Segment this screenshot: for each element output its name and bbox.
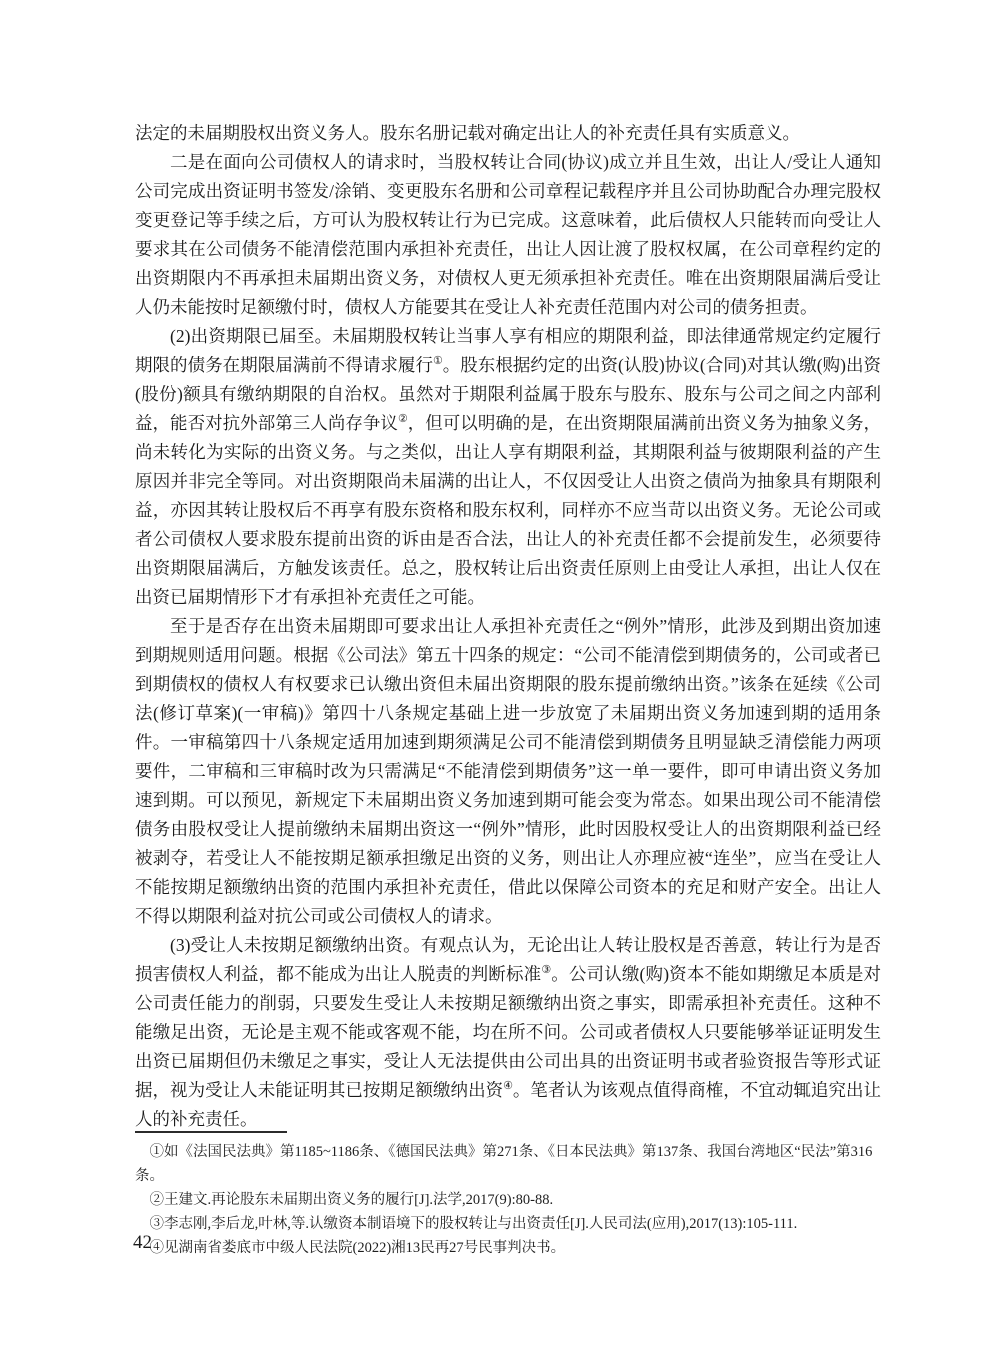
article-text	[135, 119, 881, 1134]
body-paragraph: 二是在面向公司债权人的请求时，当股权转让合同(协议)成立并且生效，出让人/受让人通知公司完成出资证明书签发/涂销、变更股东名册和公司章程记载程序并且公司协助配合办理完股权变更登记等手续之后，方可认为股权转让行为已完成。这意味着，此后债权人只能转而向受让人要求其在公司债务不能清偿范围内承担补充责任，出让人因让渡了股权权属，在公司章程约定的出资期限内不再承担未届期出资义务，对债权人更无须承担补充责任。唯在出资期限届满后受让人仍未能按时足额缴付时，债权人方能要其在受让人补充责任范围内对公司的债务担责。	[135, 152, 881, 317]
body-paragraph: 至于是否存在出资未届期即可要求出让人承担补充责任之“例外”情形，此涉及到期出资加速到期规则适用问题。根据《公司法》第五十四条的规定：“公司不能清偿到期债务的，公司或者已到期债权的债权人有权要求已认缴出资但未届出资期限的股东提前缴纳出资。”该条在延续《公司法(修订草案)(一审稿)》第四十八条规定基础上进一步放宽了未届期出资义务加速到期的适用条件。一审稿第四十八条规定适用加速到期须满足公司不能清偿到期债务且明显缺乏清偿能力两项要件，二审稿和三审稿时改为只需满足“不能清偿到期债务”这一单一要件，即可申请出资义务加速到期。可以预见，新规定下未届期出资义务加速到期可能会变为常态。如果出现公司不能清偿债务由股权受让人提前缴纳未届期出资这一“例外”情形，此时因股权受让人的出资期限利益已经被剥夺，若受让人不能按期足额承担缴足出资的义务，则出让人亦理应被“连坐”，应当在受让人不能按期足额缴纳出资的范围内承担补充责任，借此以保障公司资本的充足和财产安全。出让人不得以期限利益对抗公司或公司债权人的请求。	[135, 616, 881, 926]
footnote-ref: ②	[397, 413, 408, 426]
footnote-ref: ③	[541, 964, 552, 977]
footnote: ①如《法国民法典》第1185~1186条、《德国民法典》第271条、《日本民法典》第137条、我国台湾地区“民法”第316条。	[135, 1144, 873, 1184]
footnote-ref: ①	[432, 355, 443, 368]
page-number: 42	[133, 1232, 152, 1253]
footnote-divider	[135, 1131, 287, 1133]
footnote-section	[135, 1131, 881, 1260]
body-paragraph: (3)受让人未按期足额缴纳出资。有观点认为，无论出让人转让股权是否善意，转让行为是否损害债权人利益，都不能成为出让人脱责的判断标准③。公司认缴(购)资本不能如期缴足本质是对公司责任能力的削弱，只要发生受让人未按期足额缴纳出资之事实，即需承担补充责任。这种不能缴足出资，无论是主观不能或客观不能，均在所不问。公司或者债权人只要能够举证证明发生出资已届期但仍未缴足之事实，受让人无法提供由公司出具的出资证明书或者验资报告等形式证据，视为受让人未能证明其已按期足额缴纳出资④。笔者认为该观点值得商榷，不宜动辄追究出让人的补充责任。	[135, 935, 882, 1129]
body-paragraph: (2)出资期限已届至。未届期股权转让当事人享有相应的期限利益，即法律通常规定约定履行期限的债务在期限届满前不得请求履行①。股东根据约定的出资(认股)协议(合同)对其认缴(购)出资(股份)额具有缴纳期限的自治权。虽然对于期限利益属于股东与股东、股东与公司之间之内部利益，能否对抗外部第三人尚存争议②，但可以明确的是，在出资期限届满前出资义务为抽象义务，尚未转化为实际的出资义务。与之类似，出让人享有期限利益，其期限利益与彼期限利益的产生原因并非完全等同。对出资期限尚未届满的出让人，不仅因受让人出资之债尚为抽象具有期限利益，亦因其转让股权后不再享有股东资格和股东权利，同样亦不应当苛以出资义务。无论公司或者公司债权人要求股东提前出资的诉由是否合法，出让人的补充责任都不会提前发生，必须要待出资期限届满后，方触发该责任。总之，股权转让后出资责任原则上由受让人承担，出让人仅在出资已届期情形下才有承担补充责任之可能。	[135, 326, 882, 607]
footnote: ②王建文.再论股东未届期出资义务的履行[J].法学,2017(9):80-88.	[149, 1192, 554, 1208]
footnote: ④见湖南省娄底市中级人民法院(2022)湘13民再27号民事判决书。	[149, 1240, 566, 1256]
footnote: ③李志刚,李后龙,叶林,等.认缴资本制语境下的股权转让与出资责任[J].人民司法(应用),2017(13):105-111.	[149, 1216, 798, 1232]
footnote-ref: ④	[503, 1080, 513, 1093]
body-paragraph-continuation: 法定的未届期股权出资义务人。股东名册记载对确定出让人的补充责任具有实质意义。	[135, 123, 800, 143]
